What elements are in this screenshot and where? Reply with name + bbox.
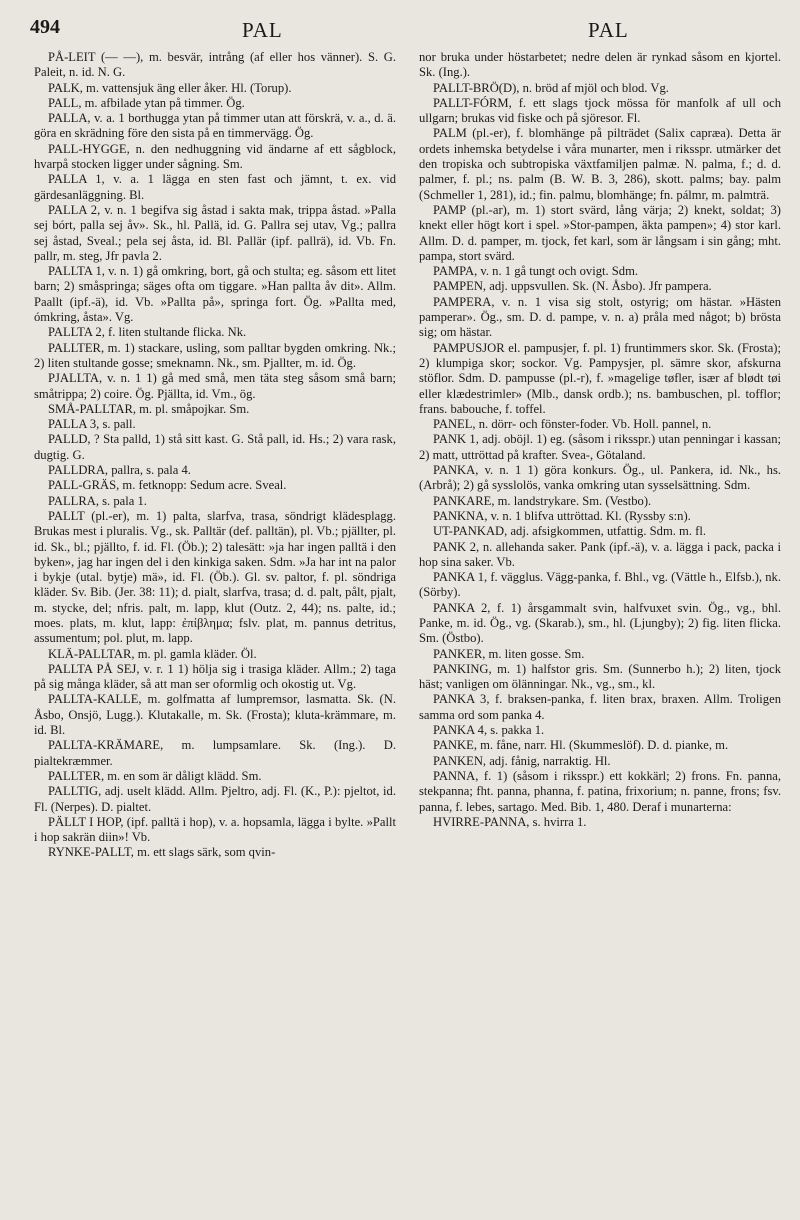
dictionary-entry: PALLTER, m. en som är dåligt klädd. Sm. xyxy=(48,768,262,783)
dictionary-entry: PALLTA 1, v. n. 1) gå omkring, bort, gå och stulta; eg. såsom ett litet barn; 2) småspringa; säges ofta om tiggare. »Han pallta åv dit». Allm. Paallt (ipf.-ä), id. Vb. »Pallta på», springa fort. Ög. »Pallta med, ómkring, åsta». Vg. xyxy=(34,264,396,325)
dictionary-entry: PANKARE, m. landstrykare. Sm. (Vestbo). xyxy=(433,493,652,508)
dictionary-entry: nor bruka under höstarbetet; nedre delen är rynkad såsom en kjortel. Sk. (Ing.). xyxy=(419,50,781,80)
running-head-left: PAL xyxy=(242,18,283,42)
left-column xyxy=(34,50,396,1210)
dictionary-entry: PANKNA, v. n. 1 blifva uttröttad. Kl. (Ryssby s:n). xyxy=(433,508,691,523)
dictionary-entry: PALLTIG, adj. uselt klädd. Allm. Pjeltro, adj. Fl. (K., P.): pjeltot, id. Fl. (Nerpes). D. pialtet. xyxy=(34,784,396,814)
dictionary-entry: PANKEN, adj. fånig, narraktig. Hl. xyxy=(433,753,611,768)
dictionary-entry: PANK 1, adj. oböjl. 1) eg. (såsom i riksspr.) utan penningar i kassan; 2) matt, uttröttad på krafter. Svea-, Götaland. xyxy=(419,432,781,462)
dictionary-entry: PANKA 4, s. pakka 1. xyxy=(433,723,545,738)
dictionary-entry: PALLRA, s. pala 1. xyxy=(48,493,147,508)
dictionary-entry: PANKER, m. liten gosse. Sm. xyxy=(433,646,585,661)
dictionary-entry: PALLA 2, v. n. 1 begifva sig åstad i sakta mak, trippa åstad. »Palla sej bórt, palla sej åv». Sk., hl. Pallä, id. G. Pallra sej utav, Vg.; pallra sej åstad, Sveal.; pela sej åsta, id. Bl. Pallär (ipf. pallrä), id. Vb. Fn. pallr, m. steg, Jfr pavla 2. xyxy=(34,202,396,263)
dictionary-entry: PALK, m. vattensjuk äng eller åker. Hl. (Torup). xyxy=(48,80,292,95)
dictionary-entry: PALL, m. afbilade ytan på timmer. Ög. xyxy=(48,95,245,110)
dictionary-entry: RYNKE-PALLT, m. ett slags särk, som qvin- xyxy=(48,845,276,860)
dictionary-entry: KLÄ-PALLTAR, m. pl. gamla kläder. Öl. xyxy=(48,646,257,661)
dictionary-entry: PANKA, v. n. 1 1) göra konkurs. Ög., ul. Pankera, id. Nk., hs. (Arbrå); 2) gå sysslolös, vanka omkring utan sysselsättning. Sdm. xyxy=(419,463,781,493)
dictionary-entry: PÄLLT I HOP, (ipf. palltä i hop), v. a. hopsamla, lägga i bylte. »Pallt i hop sakrän diin»! Vb. xyxy=(34,814,396,845)
dictionary-entry: PAMP (pl.-ar), m. 1) stort svärd, lång värja; 2) knekt, soldat; 3) knekt eller högt kort i spel. »Stor-pampen, äkta pampen»; 4) stor karl. Allm. D. d. pamper, m. tjock, fet karl, som är långsam i sin gång; mht. pampa, stort svärd. xyxy=(419,202,781,263)
dictionary-entry: PANNA, f. 1) (såsom i riksspr.) ett kokkärl; 2) frons. Fn. panna, stekpanna; fht. panna, phanna, f. patina, frixorium; n. panne, frons; fsv. panna, f. lebes, sartago. Med. Bib. 1, 480. Deraf i munarterna: xyxy=(419,768,781,814)
dictionary-entry: PALLA 1, v. a. 1 lägga en sten fast och jämnt, t. ex. vid gärdesanläggning. Bl. xyxy=(34,172,396,202)
dictionary-entry: PALLD, ? Sta palld, 1) stå sitt kast. G. Stå pall, id. Hs.; 2) vara rask, dugtig. G. xyxy=(34,432,396,462)
dictionary-entry: PAMPERA, v. n. 1 visa sig stolt, ostyrig; om hästar. »Hästen pamperar». Ög., sm. D. d. pampe, v. n. a) pråla med något; b) brösta sig; om hästar. xyxy=(419,294,781,340)
dictionary-entry: PALLTER, m. 1) stackare, usling, som palltar bygden omkring. Nk.; 2) liten stultande gosse; smeknamn. Nk., sm. Pjallter, m. id. Ög. xyxy=(34,340,396,370)
dictionary-entry: PALLT-BRÖ(D), n. bröd af mjöl och blod. Vg. xyxy=(433,80,669,95)
running-head-right: PAL xyxy=(588,18,629,42)
dictionary-entry: HVIRRE-PANNA, s. hvirra 1. xyxy=(433,814,587,829)
right-column xyxy=(419,50,781,1210)
dictionary-entry: PALLT-FÓRM, f. ett slags tjock mössa för manfolk af ull och ullgarn; brukas vid fiske och på sjöresor. Fl. xyxy=(419,95,781,126)
dictionary-entry: PALLTA PÅ SEJ, v. r. 1 1) hölja sig i trasiga kläder. Allm.; 2) taga på sig många kläder, så att man ser oformlig och okostig ut. Vg. xyxy=(34,661,396,692)
dictionary-entry: PAMPEN, adj. uppsvullen. Sk. (N. Åsbo). Jfr pampera. xyxy=(433,279,712,294)
dictionary-entry: SMÅ-PALLTAR, m. pl. småpojkar. Sm. xyxy=(48,401,250,416)
dictionary-entry: PANKA 1, f. vägglus. Vägg-panka, f. Bhl., vg. (Vättle h., Elfsb.), nk. (Sörby). xyxy=(419,570,781,600)
dictionary-entry: PANKA 3, f. braksen-panka, f. liten brax, braxen. Allm. Troligen samma ord som panka 4. xyxy=(419,692,781,722)
dictionary-entry: PALLTA-KALLE, m. golfmatta af lumpremsor, lasmatta. Sk. (N. Åsbo, Onsjö, Lugg.). Klutakalle, m. Sk. (Frosta); kluta-krämmare, m. id. Bl. xyxy=(34,692,396,738)
dictionary-entry: PANKA 2, f. 1) årsgammalt svin, halfvuxet svin. Ög., vg., bhl. Panke, m. id. Ög., vg. (Skarab.), sm., hl. (Ljungby); 2) fig. liten flicka. Sm. (Östbo). xyxy=(419,600,781,646)
dictionary-entry: PALL-HYGGE, n. den nedhuggning vid ändarne af ett sågblock, hvarpå stocken ligger under sågning. Sm. xyxy=(34,141,396,172)
dictionary-entry: PALLA, v. a. 1 borthugga ytan på timmer utan att förskrä, v. a., d. ä. göra en skrädning före den sista på en timmervägg. Ög. xyxy=(34,111,396,141)
dictionary-entry: UT-PANKAD, adj. afsigkommen, utfattig. Sdm. m. fl. xyxy=(433,524,706,539)
page-header xyxy=(30,14,770,48)
dictionary-entry: PAMPA, v. n. 1 gå tungt och ovigt. Sdm. xyxy=(433,264,639,279)
dictionary-entry: PANEL, n. dörr- och fönster-foder. Vb. Holl. pannel, n. xyxy=(433,417,712,432)
dictionary-entry: PALLT (pl.-er), m. 1) palta, slarfva, trasa, söndrigt klädesplagg. Brukas mest i pluralis. Vg., sk. Palltär (def. palltän), pl. Vb.; pjällter, pl. id. Sk., bl.; pjällto, f. id. Fl. (Öb.); 2) talesätt: »ja har ingen palltä i den byken», jag har ingen del i den kinkiga saken. Sdm. »Ja har int na palor i bykje (utal. bytje) mä», id. Fl. (Öb.). Gl. sv. paltor, f. pl. söndriga kläder. Sv. Bib. (Jer. 38: 11); d. pialt, slarfva, trasa; d. d. palt, pålt, pjalt, m. stycke, del; nfris. palt, m. lapp, klut (Outz. 2, 44); ns. palte, id.; moes. plats, m. klut, lapp: ἐπίβλημα; fslv. plat, m. pannus detritus, assumentum; pol. plut, m. lapp. xyxy=(34,508,396,646)
dictionary-entry: PANKING, m. 1) halfstor gris. Sm. (Sunnerbo h.); 2) liten, tjock häst; vanligen om ölänningar. Nk., vg., sm., kl. xyxy=(419,661,781,692)
dictionary-entry: PALL-GRÄS, m. fetknopp: Sedum acre. Sveal. xyxy=(48,478,287,493)
page-number: 494 xyxy=(30,16,60,38)
dictionary-entry: PALLTA-KRÄMARE, m. lumpsamlare. Sk. (Ing.). D. pialtekræmmer. xyxy=(34,738,396,768)
dictionary-entry: PALLA 3, s. pall. xyxy=(48,417,136,432)
dictionary-entry: PÅ-LEIT (— —), m. besvär, intrång (af eller hos vänner). S. G. Paleit, n. id. N. G. xyxy=(34,50,396,80)
dictionary-entry: PALM (pl.-er), f. blomhänge på pilträdet (Salix capræa). Detta är ordets inhemska betydelse i våra munarter, men i riksspr. utmärker det den tropiska och subtropiska växtfamiljen palmæ. N. palma, f.; d. d. palmer, f. pl.; ns. palm (B. W. B. 3, 286), skott. palms; bay. palm (Schmeller 1, 281), id.; fin. palmu, blomhänge; fn. pálmr, m. palmträ. xyxy=(419,126,781,202)
dictionary-entry: PANKE, m. fåne, narr. Hl. (Skummeslöf). D. d. pianke, m. xyxy=(433,738,729,753)
dictionary-entry: PAMPUSJOR el. pampusjer, f. pl. 1) fruntimmers skor. Sk. (Frosta); 2) klumpiga skor; sockor. Vg. Pampysjer, pl. sämre skor, afskurna stöflor. Sdm. D. pampusse (pl.-r), f. »magelige tøfler, især af blødt tøi eller klædestrimler» (Mlb., dansk ordb.); ns. bambuschen, pl. tofflor; frans. babouche, f. toffel. xyxy=(419,340,781,416)
dictionary-entry: PJALLTA, v. n. 1 1) gå med små, men täta steg såsom små barn; småtrippa; 2) coire. Ög. Pjällta, id. Vm., ög. xyxy=(34,371,396,401)
dictionary-entry: PALLDRA, pallra, s. pala 4. xyxy=(48,463,191,478)
dictionary-entry: PANK 2, n. allehanda saker. Pank (ipf.-ä), v. a. lägga i pack, packa i hop sina saker. Vb. xyxy=(419,539,781,569)
dictionary-entry: PALLTA 2, f. liten stultande flicka. Nk. xyxy=(48,325,247,340)
